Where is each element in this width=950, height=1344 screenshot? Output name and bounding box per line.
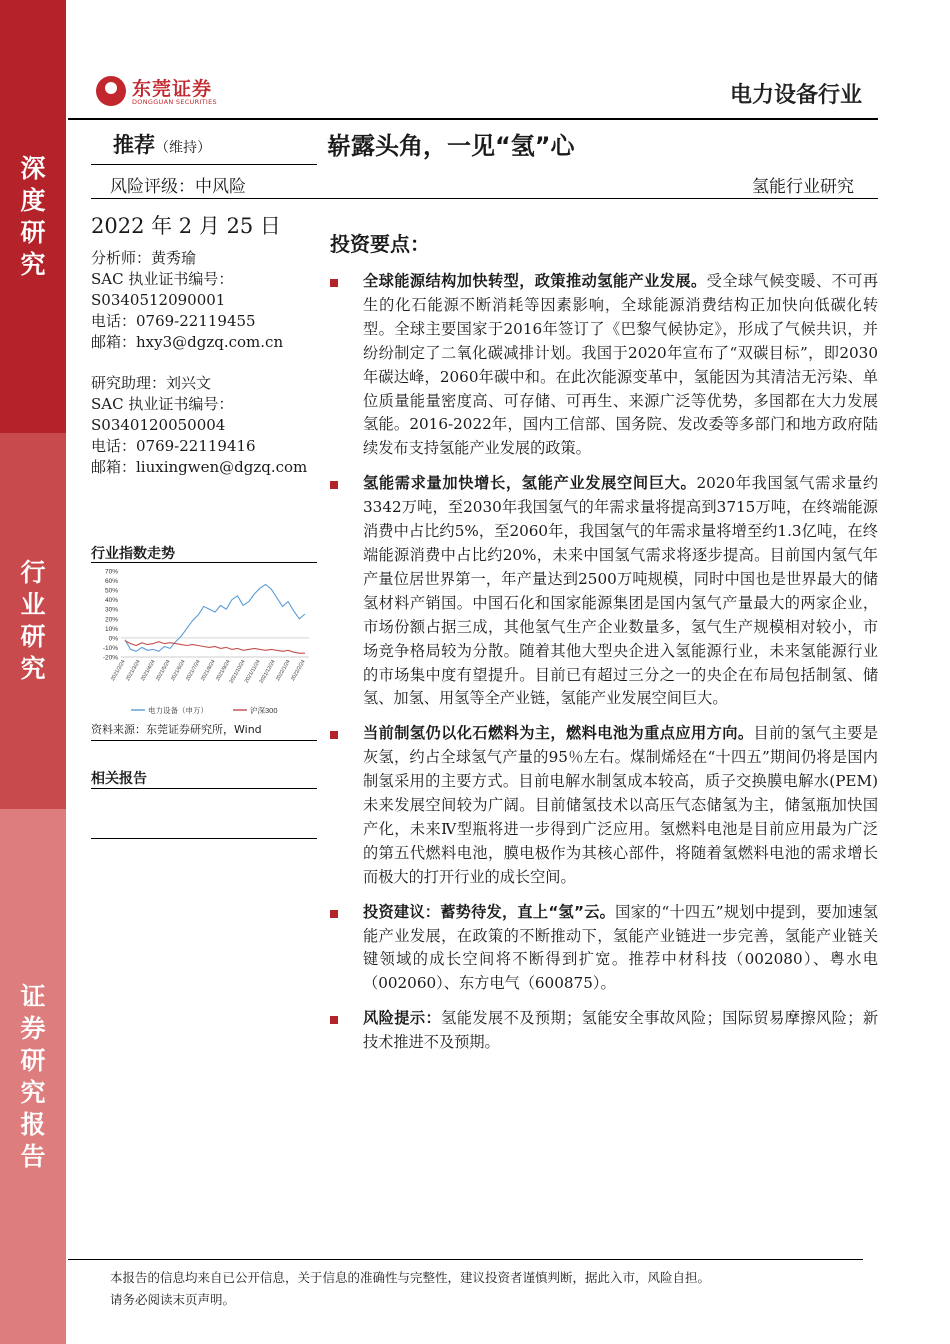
y-tick-label: 0% [108,635,118,643]
bullet-square-icon [330,910,338,918]
company-logo [96,72,246,112]
x-tick-label: 2021/8/24 [199,659,217,682]
x-tick-label: 2021/11/24 [243,659,262,685]
rating [113,129,211,159]
x-tick-label: 2022/1/24 [274,659,292,682]
footer-line-2: 请务必阅读末页声明。 [110,1292,236,1307]
bullet-body: 目前的氢气主要是灰氢，约占全球氢气产量的95％左右。煤制烯烃在“十四五”期间仍将是国内制氢采用的主要方式。目前电解水制氢成本较高，质子交换膜电解水(PEM)未来发展空间较为广阔。目前储氢技术以高压气态储氢为主，储氢瓶加快国产化，未来Ⅳ型瓶将进一步得到广泛应用。氢燃料电池是目前应用最为广泛的第五代燃料电池，膜电极作为其核心部件，将随着氢燃料电池的需求增长而极大的打开行业的成长空间。 [363,724,879,886]
bullet-item [330,901,878,997]
sidebar-char: 研 [20,622,46,651]
analyst-info [91,248,283,353]
related-reports-title: 相关报告 [91,771,147,787]
investment-highlights-title: 投资要点： [330,232,430,256]
bullet-heading: 投资建议：蓄势待发，直上“氢”云。 [363,902,616,921]
y-tick-label: 40% [104,597,118,605]
x-tick-label: 2021/10/24 [228,659,247,685]
bullet-body: 受全球气候变暖、不可再生的化石能源不断消耗等因素影响，全球能源消费结构正加快向低碳化转型。全球主要国家于2016年签订了《巴黎气候协定》，形成了气候共识，并纷纷制定了二氧化碳减排计划。我国于2020年宣布了“双碳目标”，即2030年碳达峰，2060年碳中和。在此次能源变革中，氢能因为其清洁无污染、单位质量能量密度高、可存储、可再生、来源广泛等优势，多国都在大力发展氢能。2016-2022年，国内工信部、国务院、发改委等多部门和地方政府陆续发布支持氢能产业发展的政策。 [363,272,879,458]
sidebar-segment-industry-research [0,433,66,809]
chart-source: 资料来源：东莞证券研究所，Wind [91,723,262,736]
y-tick-label: 50% [104,587,118,595]
bullet-square-icon [330,481,338,489]
sidebar-char: 深 [20,153,46,183]
chart-bottom-divider [91,740,317,741]
bullet-body: 氢能发展不及预期；氢能安全事故风险；国际贸易摩擦风险；新技术推进不及预期。 [363,1009,879,1052]
assistant-phone: 电话：0769-22119416 [91,437,256,455]
header-divider [68,118,878,120]
logo-mark-icon [96,76,126,106]
industry-label: 电力设备行业 [729,83,862,108]
sidebar-char: 研 [20,217,46,247]
y-tick-label: 10% [104,625,118,633]
footer-disclaimer [110,1267,710,1311]
assistant-cert: S0340120050004 [91,416,226,434]
assistant-email: 邮箱：liuxingwen@dgzq.com [91,458,308,476]
index-trend-chart [91,543,317,743]
bullet-heading: 全球能源结构加快转型，政策推动氢能产业发展。 [363,272,707,290]
left-sidebar [0,0,66,1344]
sidebar-char: 究 [20,654,46,683]
report-date: 2022 年 2 月 25 日 [91,214,281,238]
assistant-info [91,373,307,478]
bullet-item [330,472,878,711]
assistant-name: 研究助理：刘兴文 [91,374,212,392]
sidebar-segment-securities-report [0,809,66,1344]
bullet-body: 2020年我国氢气需求量约3342万吨，至2030年我国氢气的年需求量将提高到3715万吨，在终端能源消费中占比约5%，至2060年，我国氢气的年需求量将增至约1.3亿吨，在终端能源消费中占比约20%，未来中国氢气需求将逐步提高。目前国内氢气年产量位居世界第一，年产量达到2500万吨规模，同时中国也是世界最大的储氢材料产销国。中国石化和国家能源集团是国内氢气产量最大的两家企业，市场份额占据三成，其他氢气生产企业数量多，氢气生产规模相对较小，市场竞争格局较为分散。随着其他大型央企进入氢能源行业，未来氢能源行业的市场集中度有望提升。目前已有超过三分之一的央企在布局包括制氢、储氢、加氢、用氢等全产业链，氢能产业发展空间巨大。 [363,474,879,708]
analyst-name: 分析师：黄秀瑜 [91,249,197,267]
chart-title: 行业指数走势 [91,546,175,562]
series-line [125,584,305,651]
footer-line-1: 本报告的信息均来自已公开信息，关于信息的准确性与完整性，建议投资者谨慎判断，据此入市，风险自担。 [110,1270,711,1285]
x-tick-label: 2022/2/24 [289,659,307,682]
investment-bullets [330,270,878,1066]
related-divider-top [91,788,317,789]
x-tick-label: 2021/7/24 [184,659,202,682]
y-tick-label: 70% [104,568,118,576]
bullet-heading: 当前制氢仍以化石燃料为主，燃料电池为重点应用方向。 [363,724,754,743]
logo-name-cn: 东莞证券 [132,78,213,100]
sidebar-char: 究 [20,249,46,279]
sidebar-char: 度 [20,185,46,215]
sidebar-char: 券 [20,1013,46,1043]
x-tick-label: 2021/2/24 [109,659,127,682]
sector-label: 氢能行业研究 [752,177,854,197]
x-tick-label: 2021/4/24 [139,659,157,682]
y-tick-label: 30% [104,606,118,614]
analyst-phone: 电话：0769-22119455 [91,312,256,330]
bullet-item [330,722,878,889]
rating-note: （维持） [155,140,211,156]
x-tick-label: 2021/12/24 [258,659,277,685]
logo-name-en: DONGGUAN SECURITIES [132,98,217,106]
analyst-email: 邮箱：hxy3@dgzq.com.cn [91,333,284,351]
chart-title-divider [91,562,317,563]
bullet-body: 国家的“十四五”规划中提到，要加速氢能产业发展，在政策的不断推动下，氢能产业链进一步完善，氢能产业链关键领域的成长空间将不断得到扩宽。推荐中材科技（002080）、粤水电（002060）、东方电气（600875）。 [363,902,878,993]
bullet-heading: 风险提示： [363,1009,442,1028]
x-tick-label: 2021/5/24 [154,659,172,682]
sidebar-char: 业 [20,590,46,619]
x-tick-label: 2021/9/24 [214,659,232,682]
x-tick-label: 2021/3/24 [124,659,142,682]
sidebar-char: 证 [20,981,46,1011]
sidebar-char: 行 [20,558,46,587]
y-tick-label: -10% [102,644,118,652]
bullet-item [330,270,878,461]
chart-svg [91,565,317,720]
bullet-heading: 氢能需求量加快增长，氢能产业发展空间巨大。 [363,474,697,493]
sidebar-char: 告 [20,1141,46,1171]
rating-value: 推荐 [113,133,155,157]
rating-divider [91,164,317,165]
legend-label: 电力设备（申万） [148,706,208,715]
assistant-cert-label: SAC 执业证书编号： [91,395,234,413]
related-divider-bottom [91,838,317,839]
bullet-square-icon [330,731,338,739]
y-tick-label: 60% [104,578,118,586]
analyst-cert-label: SAC 执业证书编号： [91,270,234,288]
sidebar-char: 究 [20,1077,46,1107]
y-tick-label: -20% [102,654,118,662]
sidebar-segment-deep-research [0,0,66,433]
x-tick-label: 2021/6/24 [169,659,187,682]
footer-divider [68,1259,863,1260]
y-tick-label: 20% [104,616,118,624]
sidebar-char: 报 [20,1109,46,1139]
bullet-square-icon [330,279,338,287]
report-title: 崭露头角，一见“氢”心 [327,132,575,160]
bullet-square-icon [330,1016,338,1024]
legend-label: 沪深300 [250,706,278,715]
sector-divider [91,198,878,199]
series-line [125,641,305,653]
risk-rating: 风险评级：中风险 [110,177,246,197]
bullet-item [330,1007,878,1055]
sidebar-char: 研 [20,1045,46,1075]
analyst-cert: S0340512090001 [91,291,226,309]
